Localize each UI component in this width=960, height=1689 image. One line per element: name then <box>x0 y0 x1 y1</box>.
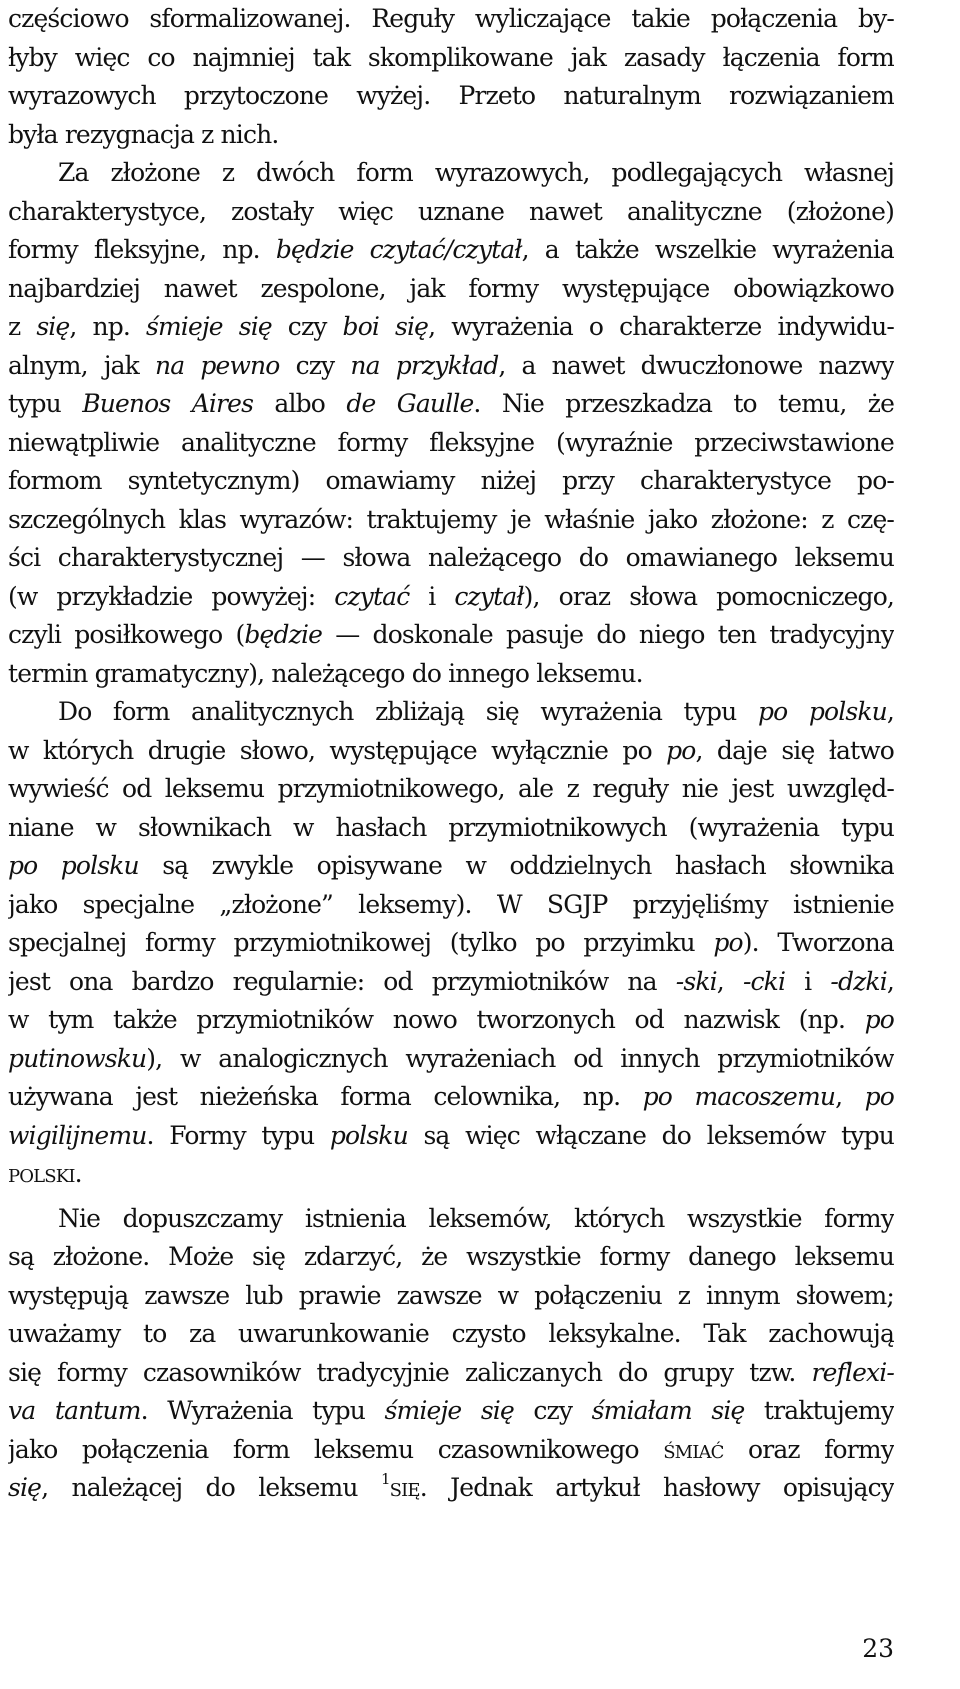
example-phrase: po <box>864 1005 894 1034</box>
text-line: formom syntetycznym) omawiamy niżej przy charakterystyce po- <box>8 466 894 495</box>
lexeme-name: śmiać <box>663 1434 724 1464</box>
example-phrase: śmieje się <box>384 1396 514 1425</box>
text-line: alnym, jak na pewno czy na przykład, a nawet dwuczłonowe nazwy <box>8 350 894 380</box>
example-phrase: po macoszemu <box>642 1082 836 1111</box>
text-line: charakterystyce, zostały więc uznane nawet analityczne (złożone) <box>8 196 894 226</box>
text-line: się, należącej do leksemu $^1$się. Jednak artykuł hasłowy opisujący <box>8 1470 894 1502</box>
example-phrase: śmiałam się <box>591 1396 745 1425</box>
homonym-index: 1 <box>380 1470 390 1488</box>
text-line: czyli posiłkowego (będzie — doskonale pasuje do niego ten tradycyjny <box>8 620 894 649</box>
text-line: niane w słownikach w hasłach przymiotnikowych (wyrażenia typu <box>8 812 894 842</box>
text-line: się formy czasowników tradycyjnie zaliczanych do grupy tzw. reflexi- <box>8 1357 894 1387</box>
text-line: Do form analitycznych zbliżają się wyrażenia typu po polsku, <box>58 697 894 726</box>
example-phrase: -ski <box>675 966 717 996</box>
paragraph-2 <box>8 154 894 693</box>
example-phrase: się <box>36 312 70 341</box>
text-line: formy fleksyjne, np. będzie czytać/czytał, a także wszelkie wyrażenia <box>8 235 894 264</box>
paragraph-4 <box>8 1200 894 1508</box>
text-line: Nie dopuszczamy istnienia leksemów, których wszystkie formy <box>58 1203 894 1233</box>
lexeme-name: się <box>389 1473 420 1502</box>
example-phrase: na przykład <box>350 350 499 380</box>
example-phrase: polsku <box>329 1120 408 1150</box>
example-phrase: boi się <box>342 312 429 341</box>
text-line: Za złożone z dwóch form wyrazowych, podlegających własnej <box>58 158 894 187</box>
page-number: 23 <box>862 1634 894 1663</box>
text-line: wigilijnemu. Formy typu polsku są więc włączane do leksemów typu <box>8 1120 894 1150</box>
example-phrase: czytać <box>334 581 410 611</box>
text-line: uważamy to za uwarunkowanie czysto leksykalne. Tak zachowują <box>8 1319 894 1348</box>
example-phrase: będzie czytać/czytał <box>275 235 522 264</box>
text-line: typu Buenos Aires albo de Gaulle. Nie przeszkadza to temu, że <box>8 389 894 418</box>
text-line: putinowsku), w analogicznych wyrażeniach od innych przymiotników <box>8 1043 894 1073</box>
example-phrase: putinowsku <box>8 1043 147 1073</box>
text-line: va tantum. Wyrażenia typu śmieje się czy śmiałam się traktujemy <box>8 1396 894 1425</box>
example-phrase: -dzki <box>830 966 887 996</box>
example-phrase: po <box>864 1082 894 1111</box>
text-line: wywieść od leksemu przymiotnikowego, ale z reguły nie jest uwzględ- <box>8 774 894 803</box>
text-line: (w przykładzie powyżej: czytać i czytał), oraz słowa pomocniczego, <box>8 581 894 611</box>
example-phrase: będzie <box>244 620 323 649</box>
text-line: termin gramatyczny), należącego do innego leksemu. <box>8 658 643 688</box>
example-phrase: na pewno <box>155 350 280 380</box>
example-phrase: -cki <box>742 966 786 996</box>
text-line: jest ona bardzo regularnie: od przymiotników na -ski, -cki i -dzki, <box>8 966 894 996</box>
text-line: w tym także przymiotników nowo tworzonych od nazwisk (np. po <box>8 1005 894 1034</box>
text-line: częściowo sformalizowanej. Reguły wyliczające takie połączenia by- <box>8 4 894 33</box>
text-line: występują zawsze lub prawie zawsze w połączeniu z innym słowem; <box>8 1280 894 1310</box>
text-line: wyrazowych przytoczone wyżej. Przeto naturalnym rozwiązaniem <box>8 81 894 110</box>
text-line: używana jest nieżeńska forma celownika, np. po macoszemu, po <box>8 1082 894 1111</box>
example-phrase: po polsku <box>757 697 887 726</box>
example-phrase: wigilijnemu <box>8 1120 147 1150</box>
example-phrase: po <box>713 928 743 957</box>
text-line: po polsku są zwykle opisywane w oddzielnych hasłach słownika <box>8 851 894 880</box>
paragraph-1 <box>8 0 894 154</box>
lexeme-name: polski <box>8 1159 75 1188</box>
text-line: jako specjalne „złożone” leksemy). W SGJP przyjęliśmy istnienie <box>8 889 894 919</box>
text-line: ści charakterystycznej — słowa należącego do omawianego leksemu <box>8 543 894 572</box>
example-phrase: po <box>666 735 696 765</box>
example-phrase: reflexi- <box>811 1357 894 1387</box>
example-phrase: de Gaulle <box>346 389 474 418</box>
text-line: z się, np. śmieje się czy boi się, wyrażenia o charakterze indywidu- <box>8 312 894 341</box>
text-line: w których drugie słowo, występujące wyłącznie po po, daje się łatwo <box>8 735 894 765</box>
example-phrase: czytał <box>454 581 524 611</box>
paragraph-3 <box>8 693 894 1194</box>
example-phrase: Buenos Aires <box>82 389 254 418</box>
example-phrase: śmieje się <box>145 312 272 341</box>
text-line: polski. <box>8 1159 82 1188</box>
text-line: są złożone. Może się zdarzyć, że wszystkie formy danego leksemu <box>8 1242 894 1271</box>
body-text <box>8 0 894 1508</box>
text-line: niewątpliwie analityczne formy fleksyjne (wyraźnie przeciwstawione <box>8 427 894 457</box>
text-line: była rezygnacja z nich. <box>8 119 279 149</box>
text-line: najbardziej nawet zespolone, jak formy występujące obowiązkowo <box>8 273 894 303</box>
text-line: jako połączenia form leksemu czasownikowego śmiać oraz formy <box>8 1434 894 1464</box>
example-phrase: się <box>8 1473 42 1502</box>
text-line: specjalnej formy przymiotnikowej (tylko po przyimku po). Tworzona <box>8 928 894 957</box>
text-line: szczególnych klas wyrazów: traktujemy je właśnie jako złożone: z czę- <box>8 504 894 534</box>
text-line: łyby więc co najmniej tak skomplikowane jak zasady łączenia form <box>8 42 894 72</box>
example-phrase: po polsku <box>8 851 139 880</box>
example-phrase: va tantum <box>8 1396 141 1425</box>
